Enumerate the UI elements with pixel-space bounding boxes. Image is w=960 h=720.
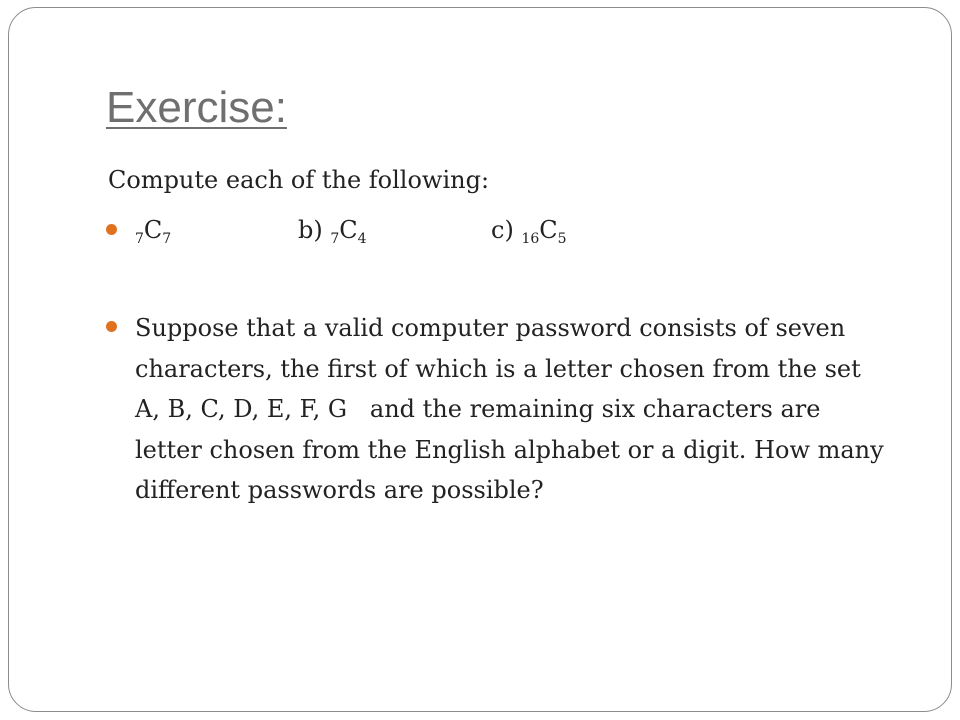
intro-text: Compute each of the following: xyxy=(108,166,490,194)
combination-c-r: 5 xyxy=(557,231,567,247)
bullet-point xyxy=(106,224,117,235)
combination-c xyxy=(491,210,567,250)
password-line: A, B, C, D, E, F, G and the remaining six characters are xyxy=(135,395,821,423)
password-line: letter chosen from the English alphabet or a digit. How many xyxy=(135,435,884,464)
password-line: characters, the first of which is a letter chosen from the set xyxy=(135,354,861,383)
combination-a-r: 7 xyxy=(162,231,172,247)
combination-a-n: 7 xyxy=(135,231,144,247)
password-line: different passwords are possible? xyxy=(135,476,544,504)
combination-c-n: 16 xyxy=(521,231,540,247)
combination-b-prefix: b) xyxy=(298,216,331,244)
combination-c-prefix: c) xyxy=(491,216,522,244)
slide-title: Exercise: xyxy=(106,83,287,132)
combination-c-symbol: C xyxy=(539,216,558,244)
combination-b xyxy=(298,210,367,250)
password-question xyxy=(135,308,915,511)
combination-b-r: 4 xyxy=(357,231,367,247)
combination-b-symbol: C xyxy=(339,216,358,244)
bullet-point xyxy=(106,321,117,332)
combination-a-symbol: C xyxy=(143,216,163,244)
combination-a xyxy=(135,210,171,250)
combination-b-n: 7 xyxy=(330,231,340,247)
password-line: Suppose that a valid computer password consists of seven xyxy=(135,314,846,342)
